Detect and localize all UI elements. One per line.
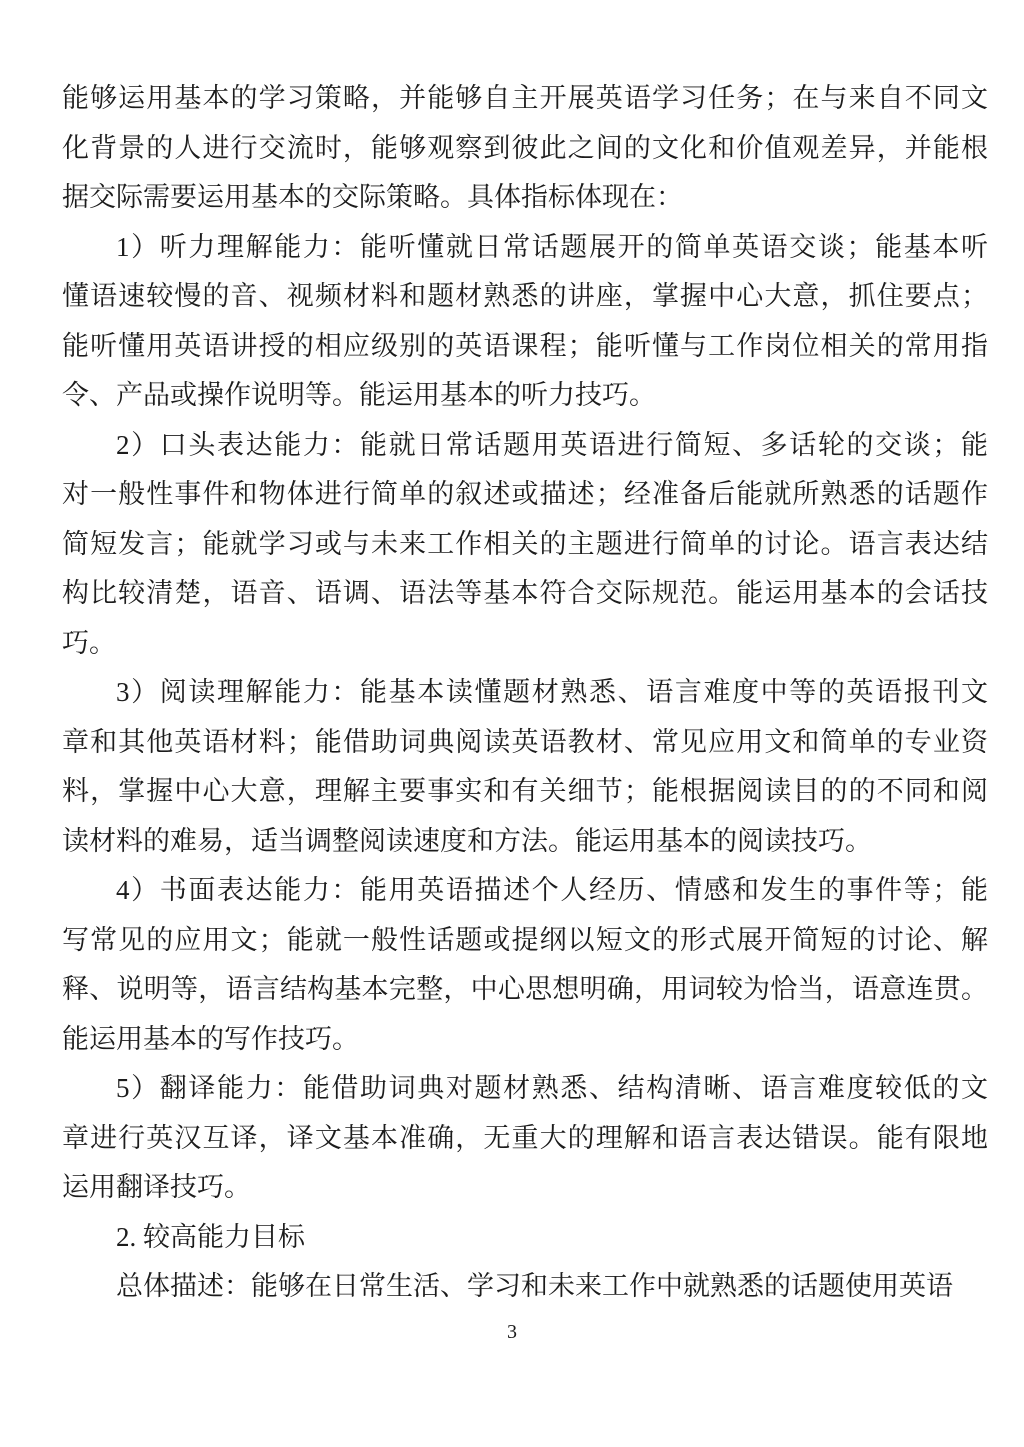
text-line: 能听懂用英语讲授的相应级别的英语课程；能听懂与工作岗位相关的常用指 [62, 330, 988, 361]
text-line: 总体描述：能够在日常生活、学习和未来工作中就熟悉的话题使用英语 [116, 1271, 953, 1301]
paragraph [62, 1262, 988, 1312]
paragraph [62, 1064, 988, 1213]
text-line: 章进行英汉互译，译文基本准确，无重大的理解和语言表达错误。能有限地 [62, 1122, 988, 1153]
paragraph [62, 421, 988, 669]
text-line: 能够运用基本的学习策略，并能够自主开展英语学习任务；在与来自不同文 [62, 83, 988, 113]
text-line: 2）口头表达能力：能就日常话题用英语进行简短、多话轮的交谈；能 [116, 429, 988, 460]
text-line: 1）听力理解能力：能听懂就日常话题展开的简单英语交谈；能基本听 [116, 231, 988, 262]
document-text [62, 74, 988, 1312]
text-line: 对一般性事件和物体进行简单的叙述或描述；经准备后能就所熟悉的话题作 [62, 479, 988, 509]
text-line: 读材料的难易，适当调整阅读速度和方法。能运用基本的阅读技巧。 [62, 825, 872, 856]
paragraph [62, 223, 988, 421]
text-line: 4）书面表达能力：能用英语描述个人经历、情感和发生的事件等；能 [116, 875, 988, 905]
text-line: 运用翻译技巧。 [62, 1172, 251, 1202]
text-line: 3）阅读理解能力：能基本读懂题材熟悉、语言难度中等的英语报刊文 [116, 677, 988, 707]
text-line: 据交际需要运用基本的交际策略。具体指标体现在： [62, 182, 683, 212]
text-line: 料，掌握中心大意，理解主要事实和有关细节；能根据阅读目的的不同和阅 [62, 776, 988, 806]
text-line: 5）翻译能力：能借助词典对题材熟悉、结构清晰、语言难度较低的文 [116, 1073, 988, 1103]
text-line: 能运用基本的写作技巧。 [62, 1023, 359, 1054]
text-line: 2. 较高能力目标 [116, 1221, 305, 1252]
text-line: 释、说明等，语言结构基本完整，中心思想明确，用词较为恰当，语意连贯。 [62, 974, 988, 1004]
text-line: 化背景的人进行交流时，能够观察到彼此之间的文化和价值观差异，并能根 [62, 132, 988, 163]
text-line: 写常见的应用文；能就一般性话题或提纲以短文的形式展开简短的讨论、解 [62, 924, 988, 955]
paragraph [62, 866, 988, 1064]
text-line: 懂语速较慢的音、视频材料和题材熟悉的讲座，掌握中心大意，抓住要点； [62, 281, 988, 311]
text-line: 简短发言；能就学习或与未来工作相关的主题进行简单的讨论。语言表达结 [62, 528, 988, 559]
paragraph [62, 668, 988, 866]
paragraph [62, 74, 988, 223]
page-number: 3 [507, 1321, 517, 1343]
text-line: 章和其他英语材料；能借助词典阅读英语教材、常见应用文和简单的专业资 [62, 726, 988, 757]
text-line: 令、产品或操作说明等。能运用基本的听力技巧。 [62, 380, 656, 410]
text-line: 构比较清楚，语音、语调、语法等基本符合交际规范。能运用基本的会话技 [62, 578, 988, 608]
text-line: 巧。 [62, 627, 116, 658]
paragraph [62, 1213, 988, 1263]
